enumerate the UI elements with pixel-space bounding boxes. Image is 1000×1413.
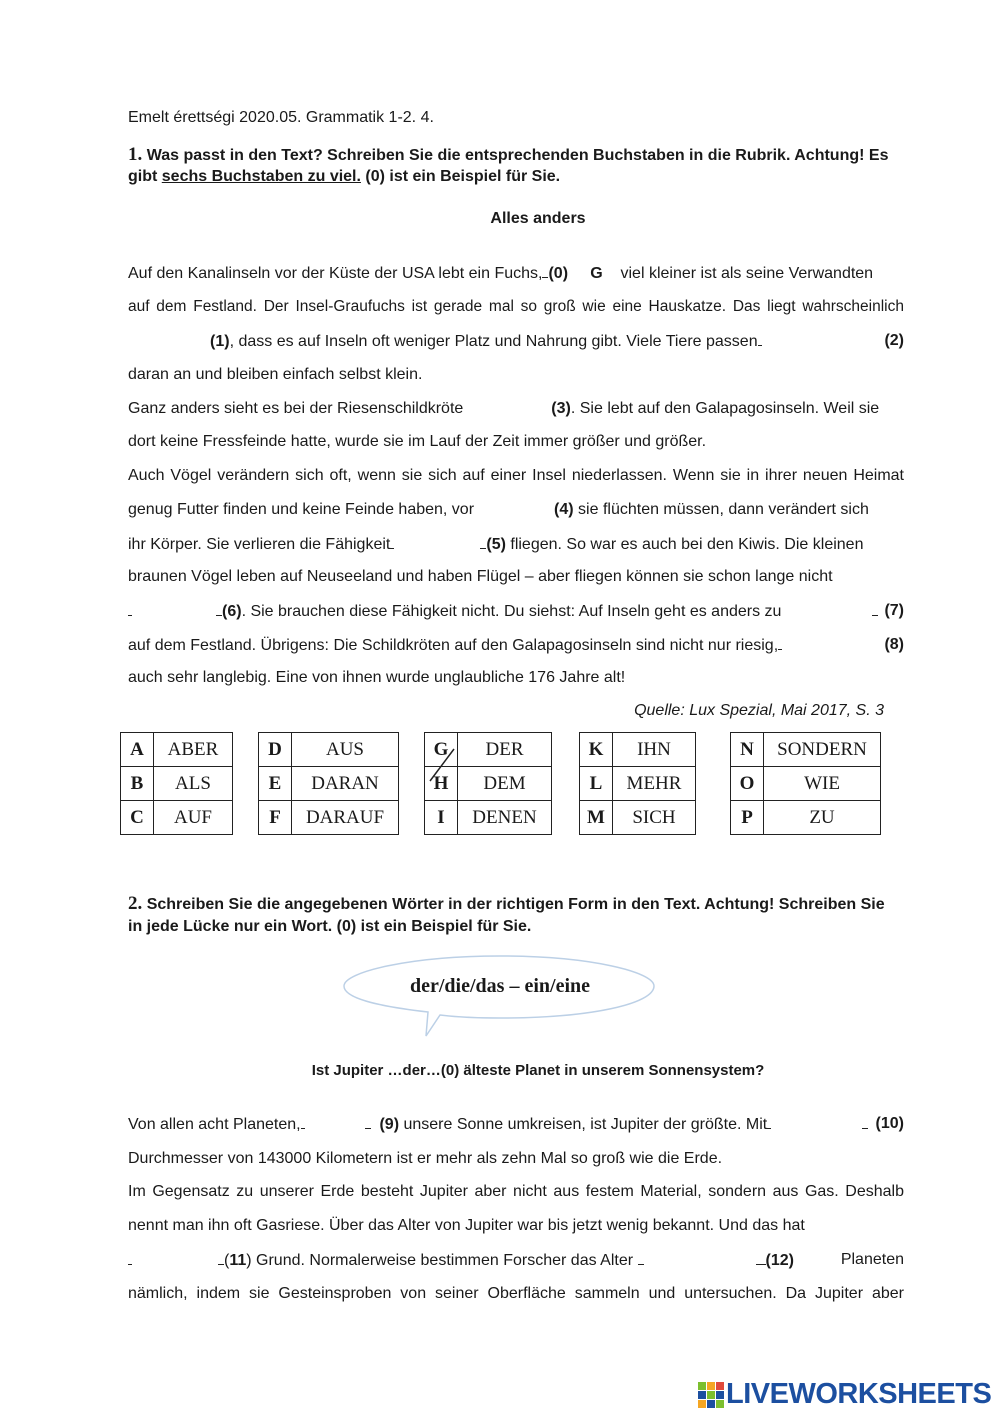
text1-line11: (6). Sie brauchen diese Fähigkeit nicht. Du siehst: Auf Inseln geht es anders zu (7) — [128, 601, 904, 622]
option-word: DARAUF — [292, 801, 399, 835]
option-letter: I — [425, 801, 458, 835]
option-letter: C — [121, 801, 154, 835]
gap-3: (3) — [551, 400, 571, 417]
text1-line5: Ganz anders sieht es bei der Riesenschildkröte (3). Sie lebt auf den Galapagosinseln. Weil sie — [128, 400, 880, 417]
option-letter: F — [259, 801, 292, 835]
option-letter: B — [121, 767, 154, 801]
gap-11: 11 — [229, 1252, 247, 1269]
options-table-5 — [730, 732, 881, 835]
text1-line7: Auch Vögel verändern sich oft, wenn sie sich auf einer Insel niederlassen. Wenn sie in ihrer neuen Heimat — [128, 467, 904, 484]
option-word: ALS — [154, 767, 233, 801]
option-word: MEHR — [613, 767, 696, 801]
text1-line4: daran an und bleiben einfach selbst klein. — [128, 366, 423, 383]
option-letter: H — [425, 767, 458, 801]
liveworksheets-logo[interactable] — [698, 1378, 991, 1411]
text1-line9: ihr Körper. Sie verlieren die Fähigkeit (5) fliegen. So war es auch bei den Kiwis. Die kleinen — [128, 536, 864, 553]
option-word: DER — [458, 733, 552, 767]
gap-2-input[interactable] — [758, 331, 762, 346]
task2-instruction-line2: in jede Lücke nur ein Wort. (0) ist ein Beispiel für Sie. — [128, 918, 532, 935]
option-letter: K — [580, 733, 613, 767]
text1-line3: (1), dass es auf Inseln oft weniger Platz und Nahrung gibt. Viele Tiere passen (2) — [210, 332, 904, 350]
option-word: ZU — [764, 801, 881, 835]
option-word: WIE — [764, 767, 881, 801]
option-word: SICH — [613, 801, 696, 835]
option-word: DENEN — [458, 801, 552, 835]
gap-6: (6) — [222, 603, 242, 620]
text2-line2: Durchmesser von 143000 Kilometern ist er mehr als zehn Mal so groß wie die Erde. — [128, 1150, 723, 1167]
task2-title: Ist Jupiter …der…(0) älteste Planet in unserem Sonnensystem? — [311, 1062, 765, 1079]
gap-8: (8) — [884, 636, 904, 653]
option-word: DEM — [458, 767, 552, 801]
liveworksheets-logo-text: LIVEWORKSHEETS — [726, 1378, 992, 1410]
gap-7-input[interactable] — [872, 601, 878, 622]
task2-number: 2. — [128, 893, 143, 914]
option-letter-used: G — [425, 733, 458, 767]
gap-10-input[interactable] — [862, 1114, 868, 1135]
gap-5: (5) — [486, 536, 506, 553]
option-letter: M — [580, 801, 613, 835]
text1-line13: auch sehr langlebig. Eine von ihnen wurde unglaubliche 176 Jahre alt! — [128, 669, 626, 686]
option-letter: P — [731, 801, 764, 835]
task1-instruction-line1: 1. Was passt in den Text? Schreiben Sie die entsprechenden Buchstaben in die Rubrik. Achtung! Es — [128, 144, 889, 165]
option-word: SONDERN — [764, 733, 881, 767]
task1-instruction-line2: gibt sechs Buchstaben zu viel. (0) ist ein Beispiel für Sie. — [128, 168, 561, 185]
option-letter: E — [259, 767, 292, 801]
option-word: AUF — [154, 801, 233, 835]
gap-12: (12) — [765, 1252, 794, 1269]
text1-line6: dort keine Fressfeinde hatte, wurde sie im Lauf der Zeit immer größer und größer. — [128, 433, 707, 450]
options-table-3 — [424, 732, 552, 835]
page-header: Emelt érettségi 2020.05. Grammatik 1-2. 4. — [128, 109, 434, 126]
text2-line1: Von allen acht Planeten, (9) unsere Sonne umkreisen, ist Jupiter der größte. Mit (10) — [128, 1115, 904, 1133]
bubble-text: der/die/das – ein/eine — [410, 975, 590, 997]
gap-10: (10) — [875, 1115, 904, 1132]
task1-number: 1. — [128, 144, 143, 165]
text1-line8: genug Futter finden und keine Feinde haben, vor (4) sie flüchten müssen, dann verändert sich — [128, 501, 869, 518]
option-letter: D — [259, 733, 292, 767]
option-letter: N — [731, 733, 764, 767]
option-letter: A — [121, 733, 154, 767]
gap-7: (7) — [884, 602, 904, 619]
option-word: ABER — [154, 733, 233, 767]
gap-9: (9) — [379, 1116, 400, 1133]
task1-instruction-underlined: sechs Buchstaben zu viel. — [161, 168, 361, 185]
option-word: DARAN — [292, 767, 399, 801]
option-letter: O — [731, 767, 764, 801]
task2-instruction-line1: 2. Schreiben Sie die angegebenen Wörter in der richtigen Form in den Text. Achtung! Schreiben Sie — [128, 893, 885, 914]
text1-line1: Auf den Kanalinseln vor der Küste der USA lebt ein Fuchs, (0) G viel kleiner ist als seine Verwandten — [128, 265, 874, 282]
text1-line12: auf dem Festland. Übrigens: Die Schildkröten auf den Galapagosinseln sind nicht nur riesig, (8) — [128, 636, 904, 654]
gap-8-input[interactable] — [778, 635, 782, 650]
strike-through-icon — [427, 747, 457, 783]
example-answer: G — [590, 265, 603, 282]
text1-line2: auf dem Festland. Der Insel-Graufuchs ist gerade mal so groß wie eine Hauskatze. Das liegt wahrscheinlich — [128, 298, 904, 315]
text2-line4: nennt man ihn oft Gasriese. Über das Alter von Jupiter war bis jetzt wenig bekannt. Und das hat — [128, 1217, 805, 1234]
options-table-4 — [579, 732, 696, 835]
option-letter: L — [580, 767, 613, 801]
text2-line5-end: Planeten — [840, 1251, 904, 1268]
text2-line6: nämlich, indem sie Gesteinsproben von seiner Oberfläche sammeln und untersuchen. Da Jupiter aber — [128, 1285, 904, 1302]
gap-2: (2) — [884, 332, 904, 349]
option-word: IHN — [613, 733, 696, 767]
gap-4: (4) — [554, 501, 574, 518]
gap-1[interactable]: (1) — [210, 333, 230, 350]
liveworksheets-logo-icon — [698, 1380, 726, 1410]
source-citation: Quelle: Lux Spezial, Mai 2017, S. 3 — [634, 702, 884, 719]
options-table-2 — [258, 732, 399, 835]
options-table-1 — [120, 732, 233, 835]
task1-title: Alles anders — [490, 210, 586, 227]
text1-line10: braunen Vögel leben auf Neuseeland und haben Flügel – aber fliegen können sie schon lange nicht — [128, 568, 833, 585]
text2-line3: Im Gegensatz zu unserer Erde besteht Jupiter aber nicht aus festem Material, sondern aus Gas. Deshalb — [128, 1183, 904, 1200]
option-word: AUS — [292, 733, 399, 767]
text2-line5: (11) Grund. Normalerweise bestimmen Forscher das Alter (12) Planeten — [128, 1250, 904, 1271]
